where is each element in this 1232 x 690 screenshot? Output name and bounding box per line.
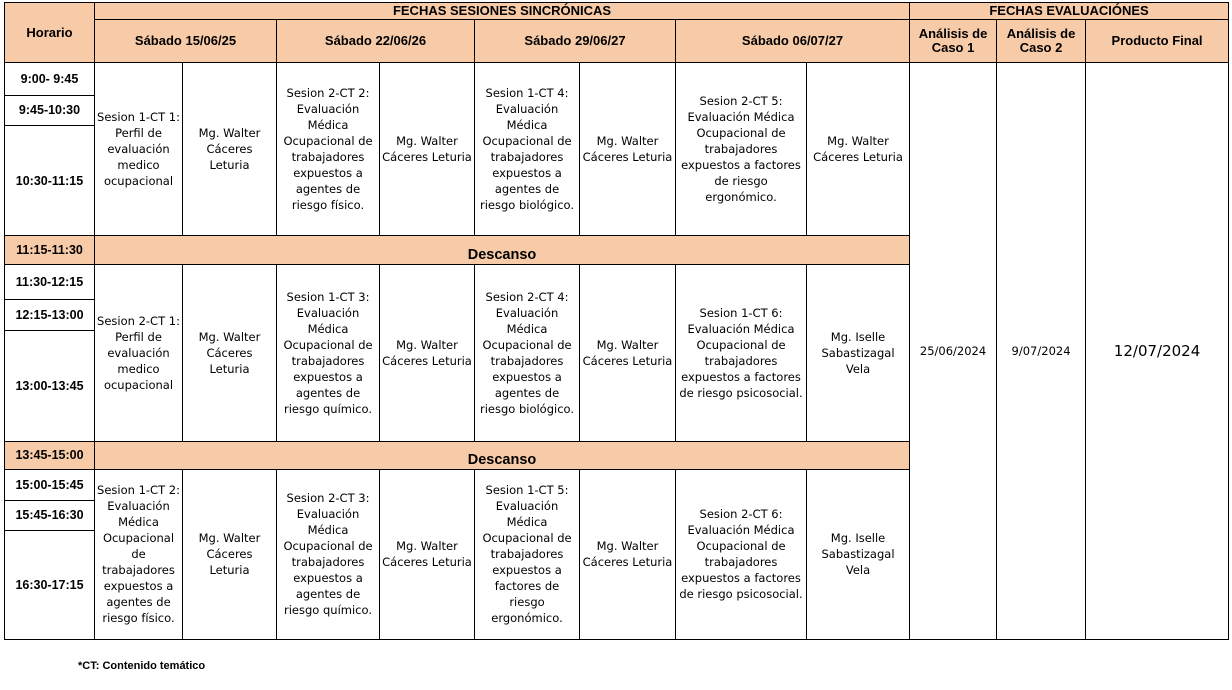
session-teacher: Mg. Walter Cáceres Leturia: [183, 63, 277, 236]
time-slot: 13:00-13:45: [5, 330, 95, 441]
time-slot-break: 13:45-15:00: [5, 441, 95, 469]
header-sesiones: FECHAS SESIONES SINCRÓNICAS: [95, 3, 910, 20]
break-label: Descanso: [95, 235, 910, 265]
time-slot: 12:15-13:00: [5, 300, 95, 331]
session-topic: Sesion 2-CT 5: Evaluación Médica Ocupacional de trabajadores expuestos a factores de riesgo ergonómico.: [676, 63, 807, 236]
time-slot: 11:30-12:15: [5, 265, 95, 300]
session-topic: Sesion 1-CT 1: Perfil de evaluación medico ocupacional: [95, 63, 183, 236]
session-topic: Sesion 2-CT 6: Evaluación Médica Ocupacional de trabajadores expuestos a factores de riesgo psicosocial.: [676, 469, 807, 639]
header-date-3: Sábado 29/06/27: [475, 20, 676, 63]
schedule-table: [4, 2, 1229, 640]
time-slot-break: 11:15-11:30: [5, 235, 95, 265]
session-topic: Sesion 2-CT 3: Evaluación Médica Ocupacional de trabajadores expuestos a agentes de riesgo químico.: [277, 469, 380, 639]
session-teacher: Mg. Walter Cáceres Leturia: [183, 265, 277, 441]
session-teacher: Mg. Walter Cáceres Leturia: [380, 469, 475, 639]
session-topic: Sesion 1-CT 6: Evaluación Médica Ocupacional de trabajadores expuestos a factores de riesgo psicosocial.: [676, 265, 807, 441]
session-topic: Sesion 1-CT 5: Evaluación Médica Ocupacional de trabajadores expuestos a factores de riesgo ergonómico.: [475, 469, 580, 639]
header-evaluaciones: FECHAS EVALUACIÓNES: [910, 3, 1229, 20]
eval-date-3: 12/07/2024: [1086, 63, 1229, 640]
time-slot: 10:30-11:15: [5, 126, 95, 236]
session-teacher: Mg. Iselle Sabastizagal Vela: [807, 469, 910, 639]
time-slot: 9:45-10:30: [5, 95, 95, 126]
session-topic: Sesion 2-CT 4: Evaluación Médica Ocupacional de trabajadores expuestos a agentes de riesgo biológico.: [475, 265, 580, 441]
session-topic: Sesion 1-CT 4: Evaluación Médica Ocupacional de trabajadores expuestos a agentes de riesgo biológico.: [475, 63, 580, 236]
session-teacher: Mg. Walter Cáceres Leturia: [183, 469, 277, 639]
session-teacher: Mg. Walter Cáceres Leturia: [380, 265, 475, 441]
time-slot: 16:30-17:15: [5, 531, 95, 640]
session-topic: Sesion 1-CT 2: Evaluación Médica Ocupacional de trabajadores expuestos a agentes de riesgo físico.: [95, 469, 183, 639]
session-topic: Sesion 2-CT 2: Evaluación Médica Ocupacional de trabajadores expuestos a agentes de riesgo físico.: [277, 63, 380, 236]
header-date-1: Sábado 15/06/25: [95, 20, 277, 63]
session-teacher: Mg. Walter Cáceres Leturia: [580, 63, 676, 236]
session-teacher: Mg. Iselle Sabastizagal Vela: [807, 265, 910, 441]
time-slot: 9:00- 9:45: [5, 63, 95, 96]
header-date-2: Sábado 22/06/26: [277, 20, 475, 63]
session-topic: Sesion 1-CT 3: Evaluación Médica Ocupacional de trabajadores expuestos a agentes de riesgo químico.: [277, 265, 380, 441]
session-topic: Sesion 2-CT 1: Perfil de evaluación medico ocupacional: [95, 265, 183, 441]
break-label: Descanso: [95, 441, 910, 469]
header-eval-2: Análisis de Caso 2: [997, 20, 1086, 63]
session-teacher: Mg. Walter Cáceres Leturia: [807, 63, 910, 236]
header-date-4: Sábado 06/07/27: [676, 20, 910, 63]
eval-date-1: 25/06/2024: [910, 63, 997, 640]
header-eval-3: Producto Final: [1086, 20, 1229, 63]
session-teacher: Mg. Walter Cáceres Leturia: [580, 469, 676, 639]
eval-date-2: 9/07/2024: [997, 63, 1086, 640]
header-eval-1: Análisis de Caso 1: [910, 20, 997, 63]
session-teacher: Mg. Walter Cáceres Leturia: [380, 63, 475, 236]
footnote: *CT: Contenido temático: [78, 660, 206, 672]
header-horario: Horario: [5, 3, 95, 63]
time-slot: 15:00-15:45: [5, 469, 95, 500]
time-slot: 15:45-16:30: [5, 500, 95, 531]
session-teacher: Mg. Walter Cáceres Leturia: [580, 265, 676, 441]
